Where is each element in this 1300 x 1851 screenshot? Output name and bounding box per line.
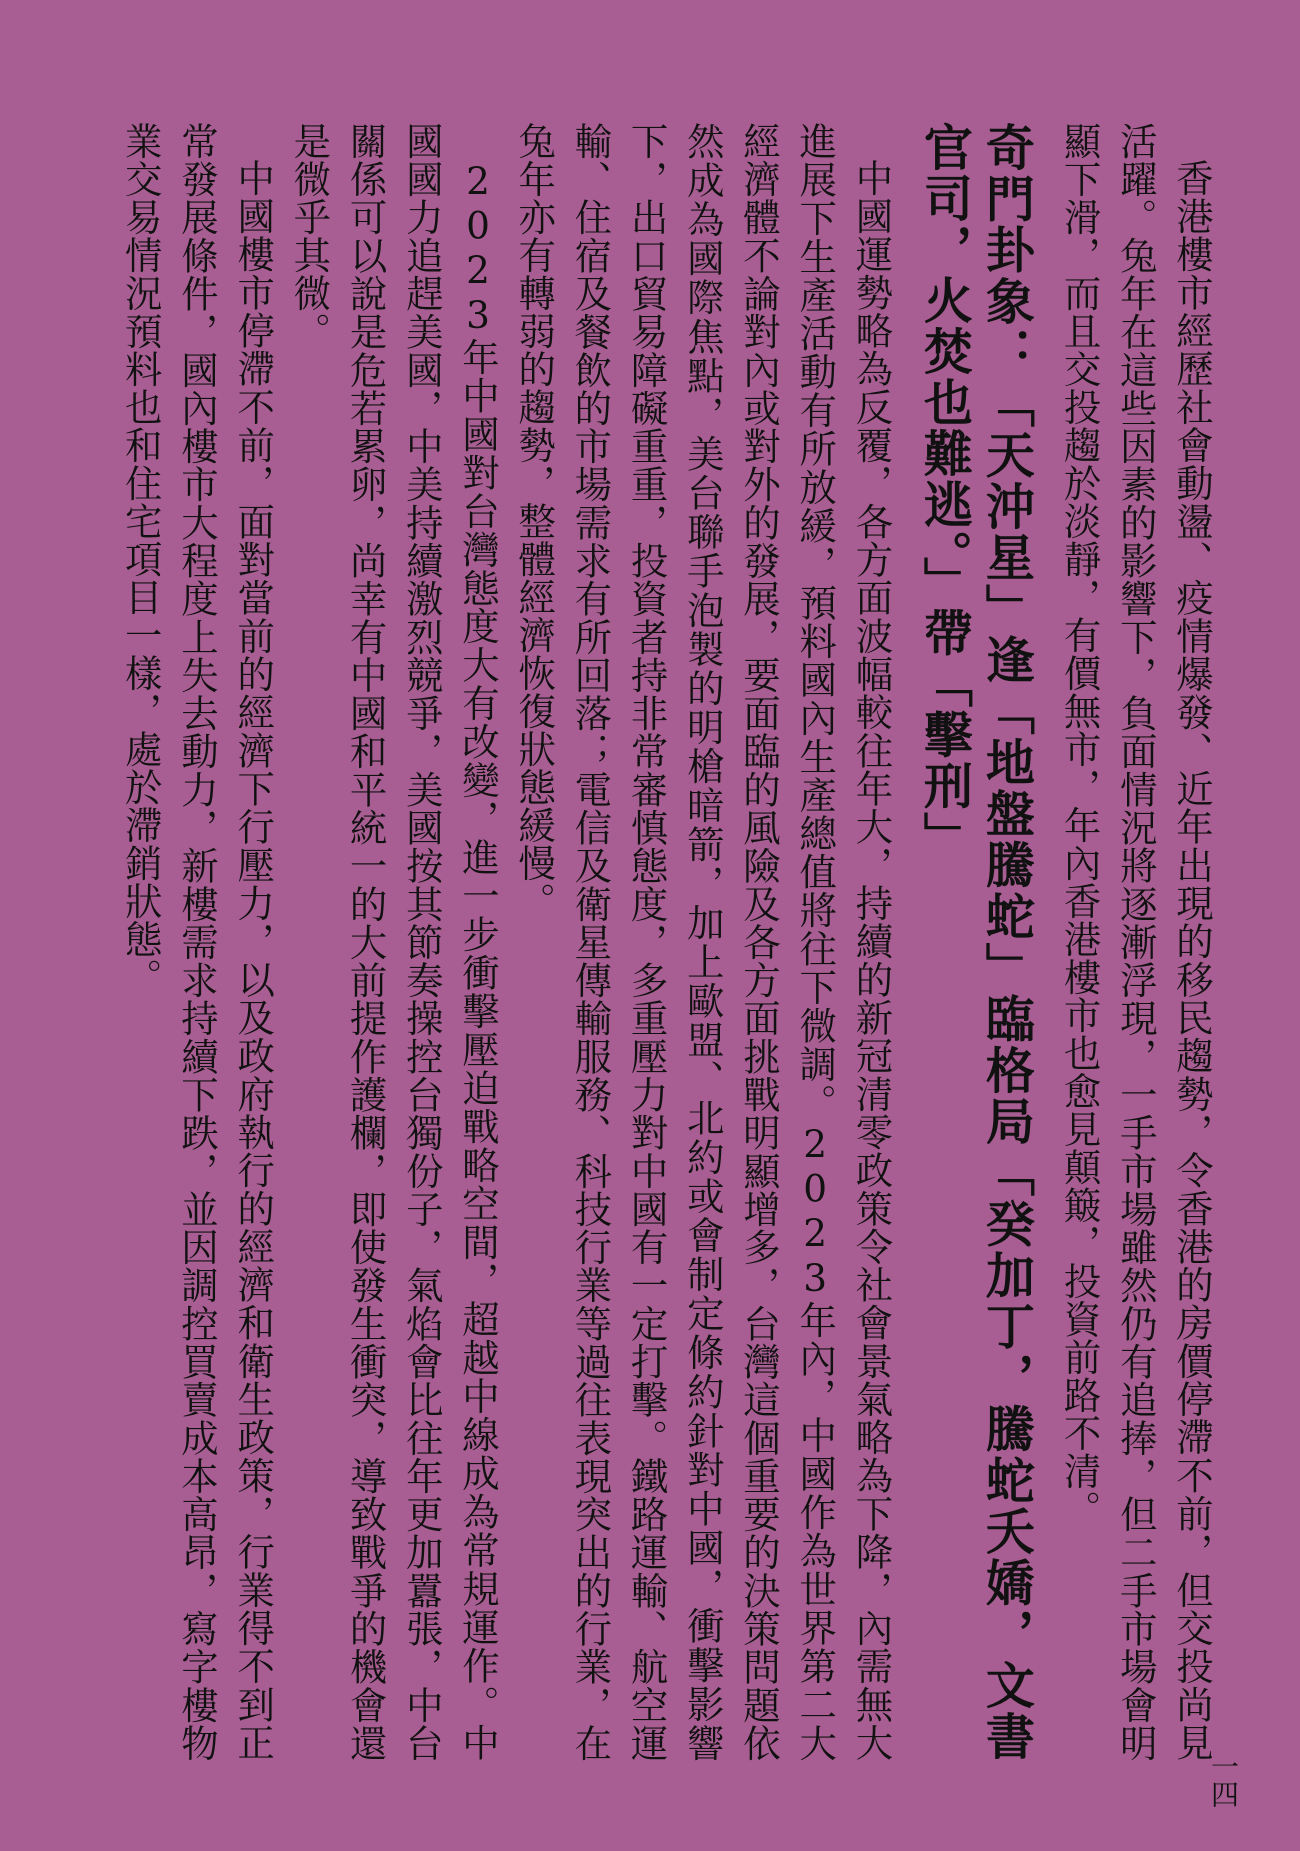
paragraph-hk-property: 香港樓市經歷社會動盪、疫情爆發、近年出現的移民趨勢，令香港的房價停滯不前，但交投尚見活躍。兔年在這些因素的影響下，負面情況將逐漸浮現，一手市場雖然仍有追捧，但二手市場會明顯下滑，而且交投趨於淡靜，有價無市，年內香港樓市也愈見顛簸，投資前路不清。: [1057, 122, 1214, 1762]
page-number: 一四: [1207, 1752, 1240, 1808]
paragraph-china-property: 中國樓市停滯不前，面對當前的經濟下行壓力，以及政府執行的經濟和衛生政策，行業得不到正常發展條件，國內樓市大程度上失去動力，新樓需求持續下跌，並因調控買賣成本高昂，寫字樓物業交易情況預料也和住宅項目一樣，處於滯銷狀態。: [118, 122, 276, 1762]
paragraph-china-fortune: 中國運勢略為反覆，各方面波幅較往年大，持續的新冠清零政策令社會景氣略為下降，內需無大進展下生產活動有所放緩，預料國內生產總值將往下微調。2023年內，中國作為世界第二大經濟體不論對內或對外的發展，要面臨的風險及各方面挑戰明顯增多，台灣這個重要的決策問題依然成為國際焦點，美台聯手泡製的明槍暗箭，加上歐盟、北約或會制定條約針對中國，衝擊影響下，出口貿易障礙重重，投資者持非常審慎態度，多重壓力對中國有一定打擊。鐵路運輸、航空運輸、住宿及餐飲的市場需求有所回落；電信及衛星傳輸服務、科技行業等過往表現突出的行業，在兔年亦有轉弱的趨勢，整體經濟恢復狀態緩慢。: [512, 122, 894, 1762]
vertical-text-body: [90, 122, 1220, 1762]
paragraph-china-taiwan: 2023年中國對台灣態度大有改變，進一步衝擊壓迫戰略空間，超越中線成為常規運作。中國國力追趕美國，中美持續激烈競爭，美國按其節奏操控台獨份子，氣焰會比往年更加囂張，中台關係可以說是危若累卵，尚幸有中國和平統一的大前提作護欄，即使發生衝突，導致戰爭的機會還是微乎其微。: [287, 122, 500, 1762]
section-heading: 奇門卦象：「天沖星」逢「地盤騰蛇」臨格局「癸加丁，騰蛇夭嬌，文書官司，火焚也難逃。」帶「擊刑」: [916, 122, 1036, 1762]
